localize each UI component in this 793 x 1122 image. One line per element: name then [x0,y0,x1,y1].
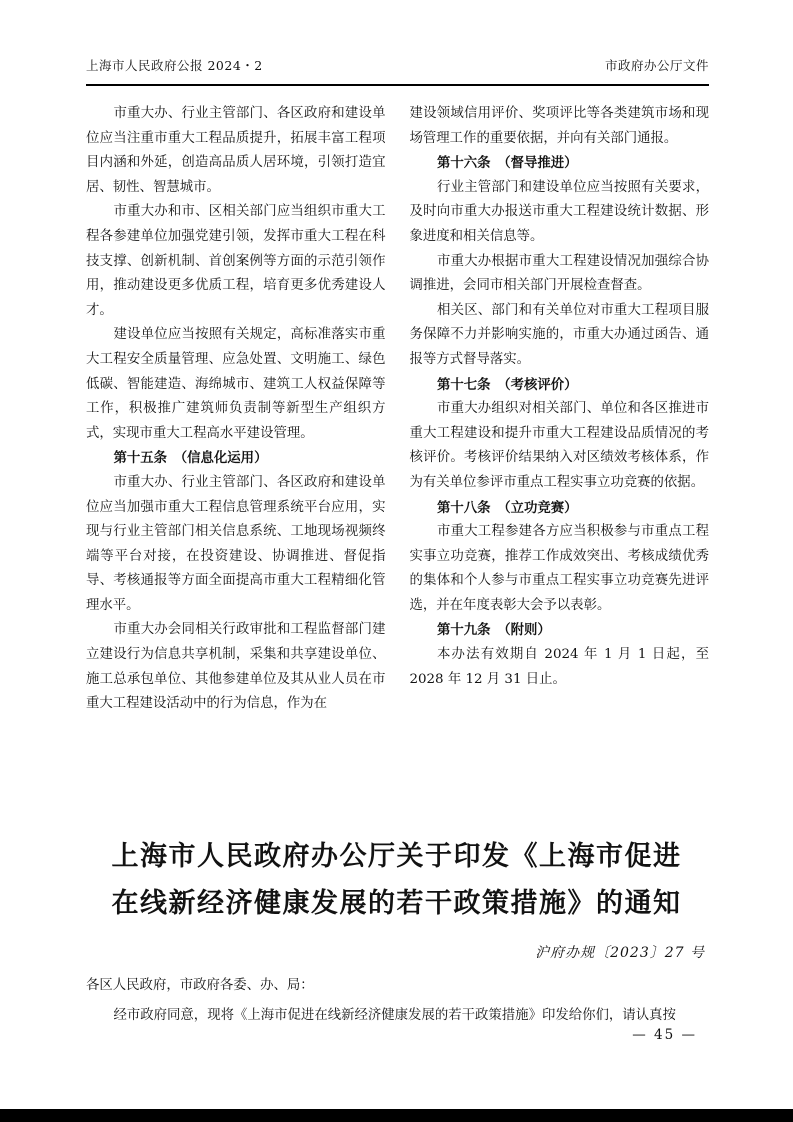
notice-title-line1: 上海市人民政府办公厅关于印发《上海市促进 [111,841,682,872]
paragraph: 市重大办、行业主管部门、各区政府和建设单位应当加强市重大工程信息管理系统平台应用，实现与行业主管部门相关信息系统、工地现场视频终端等平台对接，在投资建设、协调推进、督促指导、考核通报等方面全面提高市重大工程精细化管理水平。 [86,474,386,613]
paragraph: 市重大办组织对相关部门、单位和各区推进市重大工程建设和提升市重大工程建设品质情况的考核评价。考核评价结果纳入对区绩效考核体系，作为有关单位参评市重点工程实事立功竞赛的依据。 [409,401,709,490]
right-column [410,102,710,717]
article-heading: 第十九条 （附则） [436,622,551,639]
paragraph: 建设单位应当按照有关规定，高标准落实市重大工程安全质量管理、应急处置、文明施工、绿色低碳、智能建造、海绵城市、建筑工人权益保障等工作，积极推广建筑师负责制等新型生产组织方式，实现市重大工程高水平建设管理。 [86,327,386,441]
article-heading: 第十六条 （督导推进） [436,155,578,172]
page-header [86,56,709,74]
notice-salutation: 各区人民政府，市政府各委、办、局： [86,978,314,993]
document-number: 沪府办规〔2023〕27 号 [535,945,705,961]
paragraph: 行业主管部门和建设单位应当按照有关要求，及时向市重大办报送市重大工程建设统计数据、形象进度和相关信息等。 [409,179,709,244]
scan-edge-bar [0,1109,793,1122]
gazette-name: 上海市人民政府公报 2024・2 [86,58,263,73]
paragraph: 相关区、部门和有关单位对市重大工程项目服务保障不力并影响实施的，市重大办通过函告、通报等方式督导落实。 [409,302,709,367]
paragraph-continuation: 建设领域信用评价、奖项评比等各类建筑市场和现场管理工作的重要依据，并向有关部门通报。 [409,106,709,146]
left-column [86,102,386,717]
notice-title [40,833,753,927]
paragraph: 本办法有效期自 2024 年 1 月 1 日起，至 2028 年 12 月 31 日止。 [409,647,709,687]
header-divider [86,84,709,86]
paragraph: 市重大办、行业主管部门、各区政府和建设单位应当注重市重大工程品质提升，拓展丰富工程项目内涵和外延，创造高品质人居环境，引领打造宜居、韧性、智慧城市。 [86,106,386,195]
notice-title-line2: 在线新经济健康发展的若干政策措施》的通知 [111,888,682,919]
article-heading: 第十五条 （信息化运用） [113,450,268,467]
paragraph: 市重大办根据市重大工程建设情况加强综合协调推进，会同市相关部门开展检查督查。 [409,253,709,294]
paragraph: 市重大工程参建各方应当积极参与市重点工程实事立功竞赛，推荐工作成效突出、考核成绩优秀的集体和个人参与市重点工程实事立功竞赛先进评选，并在年度表彰大会予以表彰。 [409,524,709,613]
notice-body-text: 经市政府同意，现将《上海市促进在线新经济健康发展的若干政策措施》印发给你们，请认真按 [113,1008,676,1023]
article-heading: 第十七条 （考核评价） [436,376,578,393]
two-column-body [86,102,709,717]
paragraph: 市重大办会同相关行政审批和工程监督部门建立建设行为信息共享机制，采集和共享建设单位、施工总承包单位、其他参建单位及其从业人员在市重大工程建设活动中的行为信息，作为在 [86,622,386,712]
document-category: 市政府办公厅文件 [604,58,709,73]
page-number: — 45 — [632,1027,697,1043]
article-heading: 第十八条 （立功竞赛） [436,499,578,516]
paragraph: 市重大办和市、区相关部门应当组织市重大工程各参建单位加强党建引领，发挥市重大工程在科技支撑、创新机制、首创案例等方面的示范引领作用，推动建设更多优质工程，培育更多优秀建设人才。 [86,204,386,318]
